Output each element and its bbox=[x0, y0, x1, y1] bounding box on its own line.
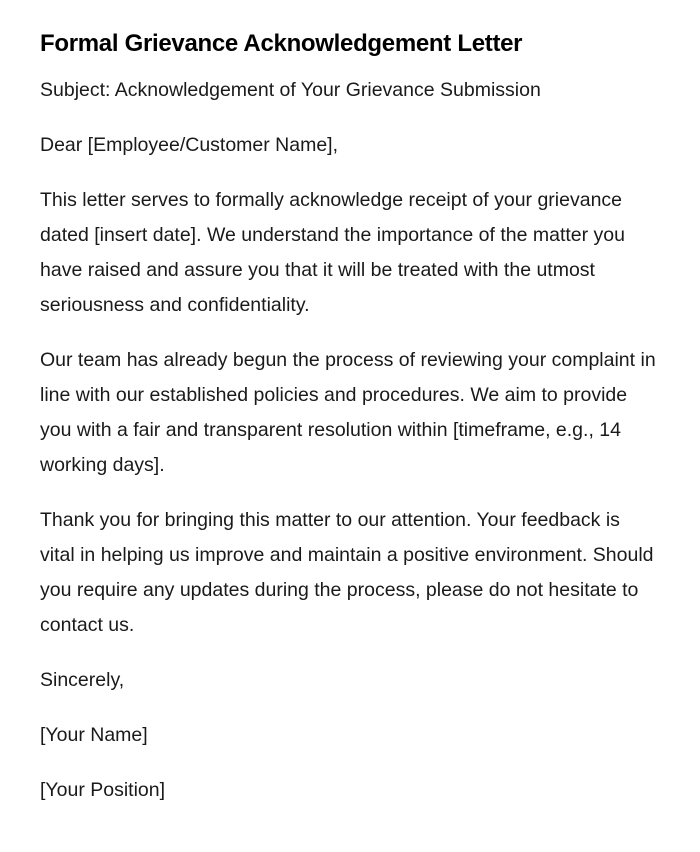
letter-title: Formal Grievance Acknowledgement Letter bbox=[40, 30, 523, 57]
letter-subject: Subject: Acknowledgement of Your Grievance Submission bbox=[40, 79, 541, 101]
letter-paragraph-3: Thank you for bringing this matter to our attention. Your feedback is vital in helping us improve and maintain a positive environment. Should you require any updates during the process, please do not hesitate to contact us. bbox=[40, 509, 654, 636]
letter-closing: Sincerely, bbox=[40, 669, 125, 691]
signature-position: [Your Position] bbox=[40, 779, 166, 801]
letter-paragraph-2: Our team has already begun the process of reviewing your complaint in line with our established policies and procedures. We aim to provide you with a fair and transparent resolution within [timeframe, e.g., 14 working days]. bbox=[40, 349, 656, 476]
signature-name: [Your Name] bbox=[40, 724, 148, 746]
letter-paragraph-1: This letter serves to formally acknowledge receipt of your grievance dated [insert date]. We understand the importance of the matter you have raised and assure you that it will be treated with the utmost seriousness and confidentiality. bbox=[40, 189, 625, 316]
letter-salutation: Dear [Employee/Customer Name], bbox=[40, 134, 339, 156]
